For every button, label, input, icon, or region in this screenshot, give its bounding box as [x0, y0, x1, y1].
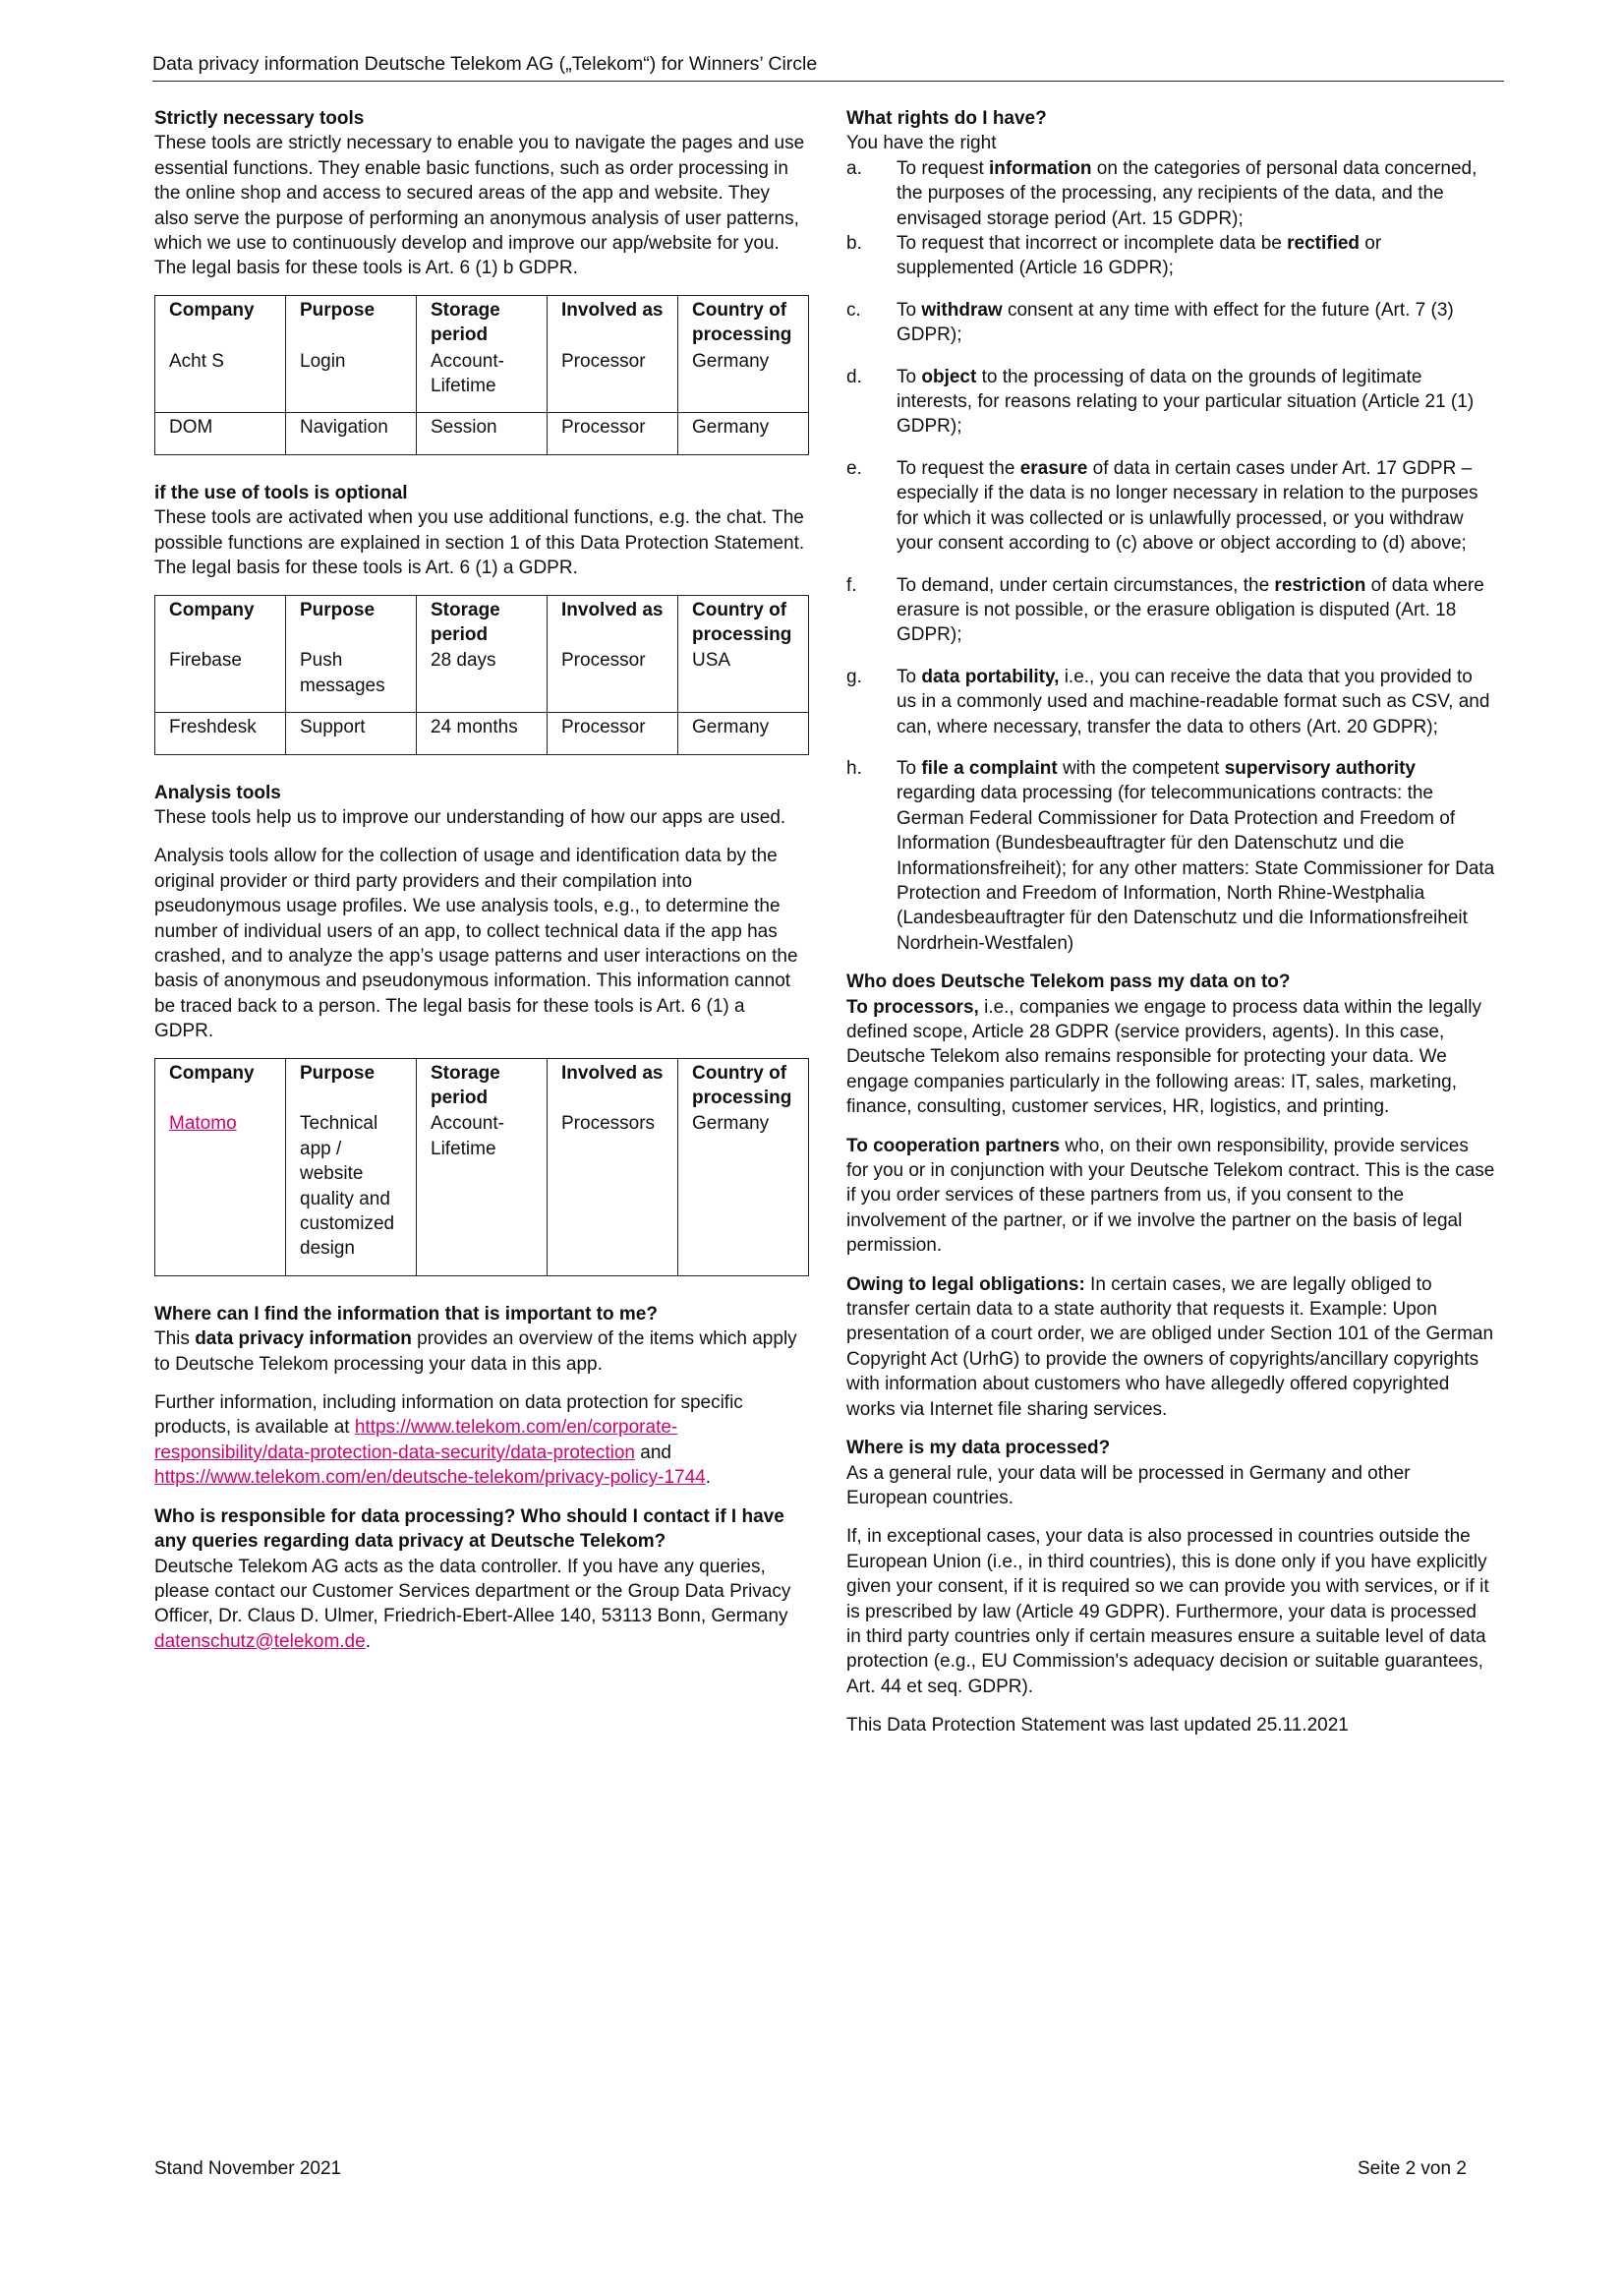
analysis-text-1: These tools help us to improve our understanding of how our apps are used. — [154, 806, 786, 828]
where-text-2: If, in exceptional cases, your data is also processed in countries outside the European Union (i.e., in third countries), this is done only if you have explicitly given your consent, if it is required so we can provide you with services, or if it is prescribed by law (Article 49 GDPR). Furthermore, your data is processed in third party countries only if certain measures ensure a suitable level of data protection (e.g., EU Commission's adequacy decision or suitable guarantees, Art. 44 et seq. GDPR). — [846, 1526, 1489, 1697]
optional-section — [154, 481, 809, 755]
item-pre: To — [897, 366, 922, 387]
footer-page-number: Seite 2 von 2 — [1358, 2158, 1467, 2179]
list-marker: c. — [846, 299, 861, 321]
matomo-link[interactable]: Matomo — [169, 1113, 237, 1135]
item-pre: To request the — [897, 457, 1020, 479]
list-marker: b. — [846, 233, 862, 255]
pass-processors-text: i.e., companies we engage to process data within the legally defined scope, Article 28 GDPR (service providers, agents). In this case, Deutsche Telekom also remains responsible for protecting your data. We engage companies particularly in the following areas: IT, sales, marketing, finance, consulting, customer services, HR, logistics, and printing. — [846, 996, 1482, 1118]
cell-purpose: Technical app / website quality and customized design — [286, 1110, 417, 1275]
th-storage: Storage period — [417, 595, 548, 647]
analysis-heading: Analysis tools — [154, 782, 281, 803]
th-country: Country of processing — [678, 295, 809, 347]
find-text-1b: data privacy information — [195, 1328, 412, 1350]
cell-company: DOM — [155, 413, 286, 454]
th-storage: Storage period — [417, 295, 548, 347]
where-section — [846, 1436, 1495, 1737]
cell-country: USA — [678, 647, 809, 712]
find-text-1c: provides an overview of the items which apply to Deutsche Telekom processing your data in this app. — [154, 1328, 797, 1375]
table-row — [155, 713, 809, 754]
item-post: or supplemented (Article 16 GDPR); — [897, 233, 1382, 279]
th-storage: Storage period — [417, 1058, 548, 1110]
responsible-text — [154, 1555, 809, 1655]
analysis-tools-table — [154, 1058, 809, 1276]
find-section — [154, 1302, 809, 1491]
cell-involved: Processor — [548, 413, 678, 454]
cell-involved: Processor — [548, 713, 678, 754]
item-bold-2: supervisory authority — [1224, 757, 1416, 779]
rights-heading: What rights do I have? — [846, 108, 1047, 129]
cell-storage: Account-Lifetime — [417, 1110, 548, 1275]
th-involved: Involved as — [548, 595, 678, 647]
table-row — [155, 1110, 809, 1275]
item-post: on the categories of personal data concerned, the purposes of the processing, any recipients of the data, and the envisaged storage period (Art. 15 GDPR); — [897, 157, 1477, 229]
footer-stand: Stand November 2021 — [154, 2158, 342, 2179]
responsible-heading: Who is responsible for data processing? Who should I contact if I have any queries regarding data privacy at Deutsche Telekom? — [154, 1505, 784, 1553]
email-link[interactable]: datenschutz@telekom.de — [154, 1630, 366, 1652]
pass-partners — [846, 1134, 1495, 1259]
table-row — [155, 413, 809, 454]
find-text-2a: Further information, including information on data protection for specific products, is available at — [154, 1392, 743, 1439]
strict-heading: Strictly necessary tools — [154, 108, 365, 129]
list-marker: f. — [846, 574, 857, 596]
th-purpose: Purpose — [286, 295, 417, 347]
table-row — [155, 348, 809, 413]
cell-country: Germany — [678, 348, 809, 413]
list-item — [846, 573, 1495, 648]
item-bold: rectified — [1287, 233, 1361, 255]
list-item — [846, 665, 1495, 739]
item-bold: restriction — [1274, 574, 1366, 596]
cell-country: Germany — [678, 413, 809, 454]
th-involved: Involved as — [548, 1058, 678, 1110]
pass-legal-bold: Owing to legal obligations: — [846, 1273, 1085, 1295]
item-pre: To — [897, 299, 922, 321]
pass-legal-text: In certain cases, we are legally obliged to transfer certain data to a state authority that requests it. Example: Upon presentation of a court order, we are obliged under Section 101 of the German Copyright Act (UrhG) to provide the owners of copyrights/ancillary copyrights with information about customers who have allegedly offered copyrighted works via Internet file sharing services. — [846, 1273, 1494, 1420]
pass-legal — [846, 1272, 1495, 1422]
cell-country: Germany — [678, 1110, 809, 1275]
list-marker: e. — [846, 457, 862, 479]
cell-country: Germany — [678, 713, 809, 754]
cell-storage: 24 months — [417, 713, 548, 754]
cell-storage: 28 days — [417, 647, 548, 712]
list-marker: d. — [846, 366, 862, 387]
item-bold: withdraw — [921, 299, 1003, 321]
item-bold: data portability, — [921, 666, 1060, 687]
find-text-2b: and — [634, 1442, 671, 1463]
cell-purpose: Push messages — [286, 647, 417, 712]
cell-purpose: Login — [286, 348, 417, 413]
responsible-body: Deutsche Telekom AG acts as the data controller. If you have any queries, please contact our Customer Services department or the Group Data Privacy Officer, Dr. Claus D. Ulmer, Friedrich-Ebert-Allee 140, 53113 Bonn, Germany — [154, 1556, 791, 1627]
th-purpose: Purpose — [286, 595, 417, 647]
responsible-end: . — [365, 1630, 371, 1652]
item-bold: file a complaint — [921, 757, 1058, 779]
list-item — [846, 231, 1495, 281]
right-column — [846, 106, 1495, 1738]
cell-storage: Session — [417, 413, 548, 454]
cell-storage: Account-Lifetime — [417, 348, 548, 413]
th-company: Company — [155, 295, 286, 347]
cell-involved: Processors — [548, 1110, 678, 1275]
cell-company — [155, 1110, 286, 1275]
item-post: regarding data processing (for telecommunications contracts: the German Federal Commissioner for Data Protection and Freedom of Information (Bundesbeauftragter für den Datenschutz und die Informationsfreiheit); for any other matters: State Commissioner for Data Protection and Freedom of Information, North Rhine-Westphalia (Landesbeauftragter für den Datenschutz und die Informationsfreiheit Nordrhein-Westfalen) — [897, 783, 1495, 954]
rights-section — [846, 106, 1495, 956]
th-purpose: Purpose — [286, 1058, 417, 1110]
find-text-1 — [154, 1326, 809, 1377]
pass-section — [846, 970, 1495, 1422]
analysis-section — [154, 781, 809, 1276]
list-item — [846, 365, 1495, 440]
table-header-row — [155, 295, 809, 347]
item-post: to the processing of data on the grounds of legitimate interests, for reasons relating to your particular situation (Article 21 (1) GDPR); — [897, 366, 1475, 438]
item-pre: To demand, under certain circumstances, the — [897, 574, 1275, 596]
pass-processors — [846, 995, 1495, 1120]
pass-processors-bold: To processors, — [846, 996, 979, 1018]
cell-company: Firebase — [155, 647, 286, 712]
item-bold: information — [989, 157, 1092, 179]
pass-partners-text: who, on their own responsibility, provide services for you or in conjunction with your Deutsche Telekom contract. This is the case if you order services of these partners from us, if you consent to the involvement of the partner, or if we involve the partner on the basis of legal permission. — [846, 1135, 1495, 1257]
cell-involved: Processor — [548, 348, 678, 413]
table-header-row — [155, 595, 809, 647]
responsible-section — [154, 1504, 809, 1654]
item-post: of data where erasure is not possible, or the erasure obligation is disputed (Art. 18 GDPR); — [897, 574, 1484, 646]
rights-intro: You have the right — [846, 133, 997, 154]
cell-purpose: Support — [286, 713, 417, 754]
find-text-2 — [154, 1390, 809, 1491]
strict-section — [154, 106, 809, 455]
item-post: i.e., you can receive the data that you provided to us in a commonly used and machine-readable format such as CSV, and can, where necessary, transfer the data to others (Art. 20 GDPR); — [897, 666, 1490, 737]
where-heading: Where is my data processed? — [846, 1438, 1111, 1459]
table-header-row — [155, 1058, 809, 1110]
th-company: Company — [155, 1058, 286, 1110]
cell-involved: Processor — [548, 647, 678, 712]
item-mid: with the competent — [1057, 757, 1225, 779]
list-marker: h. — [846, 757, 862, 779]
strict-text: These tools are strictly necessary to enable you to navigate the pages and use essential functions. They enable basic functions, such as order processing in the online shop and access to secured areas of the app and website. They also serve the purpose of performing an anonymous analysis of user patterns, which we use to continuously develop and improve our app/website for you. The legal basis for these tools is Art. 6 (1) b GDPR. — [154, 133, 805, 279]
item-pre: To — [897, 666, 922, 687]
item-pre: To request that incorrect or incomplete data be — [897, 233, 1288, 255]
optional-text: These tools are activated when you use additional functions, e.g. the chat. The possible functions are explained in section 1 of this Data Protection Statement. The legal basis for these tools is Art. 6 (1) a GDPR. — [154, 507, 805, 579]
data-protection-link[interactable]: https://www.telekom.com/en/corporate-responsibility/data-protection-data-security/data-protection — [154, 1417, 678, 1463]
rights-list — [846, 156, 1495, 956]
th-company: Company — [155, 595, 286, 647]
page-header: Data privacy information Deutsche Telekom AG („Telekom“) for Winners’ Circle — [152, 51, 1504, 82]
list-item — [846, 456, 1495, 557]
list-item — [846, 298, 1495, 348]
list-marker: a. — [846, 157, 862, 179]
item-post: of data in certain cases under Art. 17 GDPR – especially if the data is no longer necessary in relation to the purposes for which it was collected or is unlawfully processed, or you withdraw your consent according to (c) above or object according to (d) above; — [897, 457, 1478, 555]
list-item — [846, 156, 1495, 231]
item-post: consent at any time with effect for the future (Art. 7 (3) GDPR); — [897, 299, 1454, 346]
find-text-2c: . — [705, 1467, 712, 1489]
item-pre: To request — [897, 157, 989, 179]
left-column — [154, 106, 809, 1654]
cell-company: Freshdesk — [155, 713, 286, 754]
last-updated: This Data Protection Statement was last updated 25.11.2021 — [846, 1715, 1349, 1737]
find-text-1a: This — [154, 1328, 196, 1350]
where-text-1: As a general rule, your data will be processed in Germany and other European countries. — [846, 1462, 1411, 1508]
list-marker: g. — [846, 666, 862, 687]
strict-tools-table — [154, 295, 809, 455]
optional-tools-table — [154, 595, 809, 755]
privacy-policy-link[interactable]: https://www.telekom.com/en/deutsche-telekom/privacy-policy-1744 — [154, 1467, 706, 1489]
pass-heading: Who does Deutsche Telekom pass my data on to? — [846, 971, 1291, 993]
analysis-text-2: Analysis tools allow for the collection of usage and identification data by the original provider or third party providers and their compilation into pseudonymous usage profiles. We use analysis tools, e.g., to determine the number of individual users of an app, to collect technical data if the app has crashed, and to analyze the app’s usage patterns and user interactions on the basis of anonymous and pseudonymous information. This information cannot be traced back to a person. The legal basis for these tools is Art. 6 (1) a GDPR. — [154, 846, 798, 1042]
find-heading: Where can I find the information that is important to me? — [154, 1303, 658, 1325]
cell-company: Acht S — [155, 348, 286, 413]
list-item — [846, 756, 1495, 956]
th-involved: Involved as — [548, 295, 678, 347]
item-bold: object — [921, 366, 977, 387]
cell-purpose: Navigation — [286, 413, 417, 454]
th-country: Country of processing — [678, 1058, 809, 1110]
pass-partners-bold: To cooperation partners — [846, 1135, 1061, 1156]
item-pre: To — [897, 757, 922, 779]
table-row — [155, 647, 809, 712]
item-bold: erasure — [1019, 457, 1088, 479]
th-country: Country of processing — [678, 595, 809, 647]
optional-heading: if the use of tools is optional — [154, 482, 408, 503]
